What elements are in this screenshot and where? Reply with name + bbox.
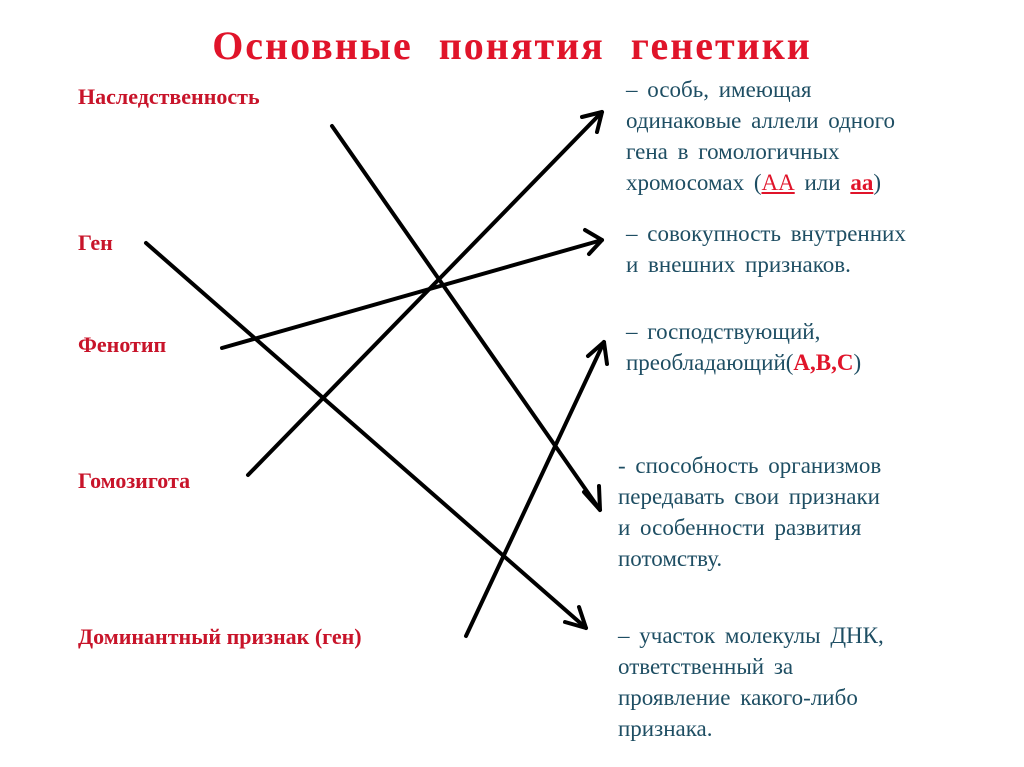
definition-text: или (794, 170, 851, 195)
definition-line: и особенности развития (618, 515, 862, 540)
definition-line: – господствующий, (626, 319, 821, 344)
definition-line: – участок молекулы ДНК, (618, 623, 884, 648)
definition-line: одинаковые аллели одного (626, 108, 895, 133)
arrow-phenotype (222, 230, 602, 348)
definition-gene (618, 620, 884, 744)
term-gene: Ген (78, 230, 113, 255)
definition-line: – совокупность внутренних (626, 221, 906, 246)
definition-dominant (626, 316, 861, 378)
definition-line: признака. (618, 716, 713, 741)
definition-line: ответственный за (618, 654, 794, 679)
definition-line (626, 347, 861, 378)
term-heredity: Наследственность (78, 84, 260, 109)
definition-phenotype (626, 218, 906, 280)
definition-line: - способность организмов (618, 453, 882, 478)
definition-text: преобладающий( (626, 350, 794, 375)
allele-example-recessive: аа (850, 170, 874, 195)
definition-line: – особь, имеющая (626, 77, 812, 102)
allele-example-dominant: АА (761, 170, 795, 195)
definition-line (626, 167, 895, 198)
definition-line: проявление какого-либо (618, 685, 858, 710)
term-phenotype: Фенотип (78, 332, 167, 357)
definition-text: хромосомах ( (626, 170, 762, 195)
arrow-heredity (332, 126, 600, 510)
arrow-dominant-trait (466, 342, 607, 636)
arrow-homozygote (248, 112, 602, 475)
term-dominant-trait: Доминантный признак (ген) (78, 624, 362, 649)
definition-line: передавать свои признаки (618, 484, 880, 509)
definition-homozygote (626, 74, 895, 198)
definition-text: ) (873, 170, 881, 195)
term-homozygote: Гомозигота (78, 468, 191, 493)
definition-text: ) (853, 350, 862, 375)
page-title: Основные понятия генетики (212, 23, 812, 68)
definition-line: гена в гомологичных (626, 139, 840, 164)
definition-heredity (618, 450, 881, 574)
arrow-gene (146, 243, 586, 628)
definition-line: потомству. (618, 546, 723, 571)
definition-line: и внешних признаков. (626, 252, 851, 277)
dominant-examples: А,В,С (793, 350, 854, 375)
